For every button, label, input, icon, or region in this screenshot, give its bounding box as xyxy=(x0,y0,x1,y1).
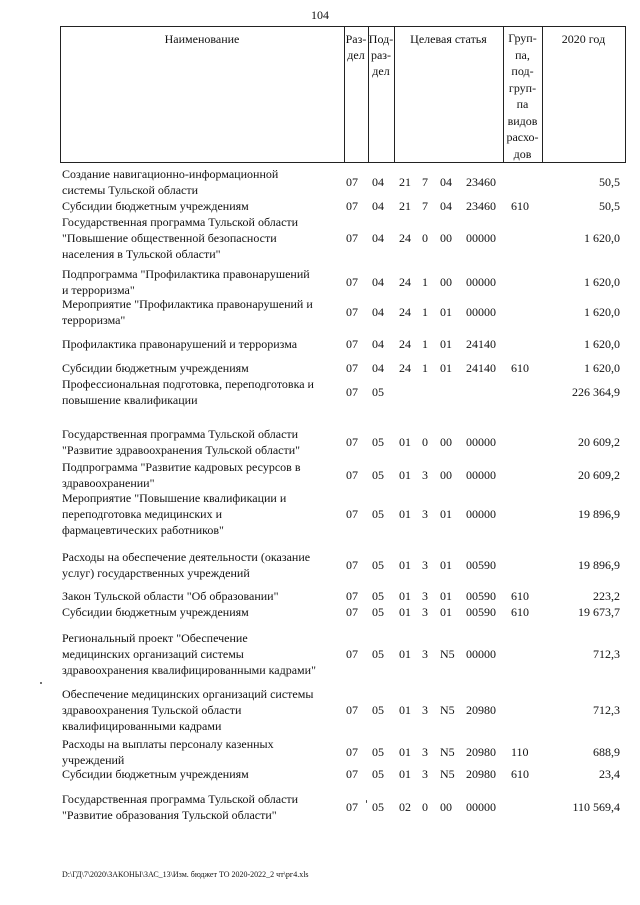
row-cs2: 3 xyxy=(422,605,428,619)
row-name xyxy=(62,376,344,408)
row-name xyxy=(62,426,344,458)
row-vr: 610 xyxy=(511,589,529,603)
row-name-line: населения в Тульской области" xyxy=(62,247,221,261)
row-cs3: 00 xyxy=(440,435,452,449)
row-cs3: N5 xyxy=(440,647,455,661)
row-name-line: Профилактика правонарушений и терроризма xyxy=(62,337,298,351)
row-pr: 05 xyxy=(372,745,384,759)
row-cs1: 24 xyxy=(399,275,411,289)
row-amount: 1 620,0 xyxy=(584,305,620,319)
row-name xyxy=(62,630,344,678)
row-cs1: 21 xyxy=(399,175,411,189)
row-name-line: Закон Тульской области "Об образовании" xyxy=(62,589,279,603)
header-subsection-line: дел xyxy=(372,64,390,78)
row-pr: 05 xyxy=(372,558,384,572)
row-name xyxy=(62,686,344,734)
row-cs2: 3 xyxy=(422,703,428,717)
row-cs1: 01 xyxy=(399,468,411,482)
row-rz: 07 xyxy=(346,231,358,245)
row-cs3: 00 xyxy=(440,275,452,289)
row-name-line: услуг) государственных учреждений xyxy=(62,566,250,580)
header-section xyxy=(344,31,368,63)
row-cs3: 00 xyxy=(440,800,452,814)
row-pr: 05 xyxy=(372,800,384,814)
row-amount: 1 620,0 xyxy=(584,275,620,289)
row-name-line: Расходы на обеспечение деятельности (оказание xyxy=(62,550,311,564)
page-number: 104 xyxy=(311,8,329,22)
row-pr: 05 xyxy=(372,507,384,521)
row-rz: 07 xyxy=(346,703,358,717)
row-rz: 07 xyxy=(346,647,358,661)
row-name-line: Государственная программа Тульской области xyxy=(62,215,299,229)
header-divider xyxy=(625,26,626,163)
row-cs1: 01 xyxy=(399,703,411,717)
row-cs2: 3 xyxy=(422,745,428,759)
row-cs1: 01 xyxy=(399,745,411,759)
row-name xyxy=(62,166,344,198)
row-name-line: здравоохранения Тульской области xyxy=(62,703,242,717)
header-subsection xyxy=(368,31,394,79)
row-vr: 610 xyxy=(511,767,529,781)
row-rz: 07 xyxy=(346,468,358,482)
row-rz: 07 xyxy=(346,175,358,189)
row-name-line: Субсидии бюджетным учреждениям xyxy=(62,767,249,781)
row-vr: 610 xyxy=(511,199,529,213)
header-group-line: под- xyxy=(511,64,534,78)
row-name xyxy=(62,791,344,823)
row-cs4: 00000 xyxy=(466,231,496,245)
row-pr: 05 xyxy=(372,589,384,603)
row-cs4: 24140 xyxy=(466,361,496,375)
row-rz: 07 xyxy=(346,385,358,399)
row-cs3: N5 xyxy=(440,767,455,781)
row-cs1: 24 xyxy=(399,231,411,245)
row-cs3: 01 xyxy=(440,305,452,319)
row-name-line: Региональный проект "Обеспечение xyxy=(62,631,248,645)
row-cs2: 3 xyxy=(422,507,428,521)
row-amount: 1 620,0 xyxy=(584,337,620,351)
row-rz: 07 xyxy=(346,337,358,351)
row-cs3: 01 xyxy=(440,558,452,572)
row-cs4: 00000 xyxy=(466,647,496,661)
row-amount: 712,3 xyxy=(593,647,620,661)
row-cs4: 00590 xyxy=(466,589,496,603)
row-amount: 110 569,4 xyxy=(572,800,620,814)
row-pr: 04 xyxy=(372,305,384,319)
row-pr: 04 xyxy=(372,175,384,189)
row-cs3: 01 xyxy=(440,605,452,619)
row-cs4: 20980 xyxy=(466,745,496,759)
row-name xyxy=(62,214,344,262)
row-name-line: Подпрограмма "Развитие кадровых ресурсов в xyxy=(62,460,301,474)
row-cs3: 00 xyxy=(440,231,452,245)
row-name-line: фармацевтических работников" xyxy=(62,523,224,537)
row-cs2: 0 xyxy=(422,435,428,449)
row-cs4: 20980 xyxy=(466,703,496,717)
row-cs4: 00590 xyxy=(466,558,496,572)
row-cs2: 3 xyxy=(422,468,428,482)
row-cs4: 24140 xyxy=(466,337,496,351)
row-cs4: 00590 xyxy=(466,605,496,619)
row-amount: 50,5 xyxy=(599,199,620,213)
row-cs3: 01 xyxy=(440,589,452,603)
row-amount: 50,5 xyxy=(599,175,620,189)
header-group-line: видов xyxy=(507,113,538,128)
row-pr: 05 xyxy=(372,767,384,781)
row-name xyxy=(62,336,344,352)
row-name xyxy=(62,736,344,768)
row-name-line: "Развитие образования Тульской области" xyxy=(62,808,277,822)
row-cs4: 00000 xyxy=(466,507,496,521)
row-cs1: 01 xyxy=(399,435,411,449)
file-path-footer: D:\ГД\7\2020\ЗАКОНЫ\ЗАС_13\Изм. бюджет ТО 2020-2022_2 чт\рг4.xls xyxy=(62,870,309,879)
row-name-line: повышение квалификации xyxy=(62,393,198,407)
row-cs3: 00 xyxy=(440,468,452,482)
row-vr: 110 xyxy=(511,745,529,759)
row-cs4: 00000 xyxy=(466,468,496,482)
header-group-line: па xyxy=(516,97,529,111)
header-year: 2020 год xyxy=(561,32,606,46)
row-pr: 04 xyxy=(372,361,384,375)
row-cs3: 01 xyxy=(440,507,452,521)
row-amount: 19 673,7 xyxy=(578,605,620,619)
row-rz: 07 xyxy=(346,361,358,375)
row-name-line: системы Тульской области xyxy=(62,183,199,197)
header-group-line: расхо- xyxy=(506,130,539,144)
row-name xyxy=(62,296,344,328)
row-cs1: 01 xyxy=(399,605,411,619)
header-group-line: Груп- xyxy=(508,31,537,45)
row-amount: 19 896,9 xyxy=(578,558,620,572)
row-name-line: здравоохранения квалифицированными кадрами" xyxy=(62,663,316,677)
row-rz: 07 xyxy=(346,199,358,213)
scan-speck xyxy=(366,800,367,803)
row-name-line: квалифицированными кадрами xyxy=(62,719,222,733)
row-name-line: Создание навигационно-информационной xyxy=(62,167,279,181)
row-pr: 05 xyxy=(372,385,384,399)
row-name xyxy=(62,360,344,376)
row-cs3: 01 xyxy=(440,337,452,351)
row-cs2: 1 xyxy=(422,337,428,351)
row-cs4: 20980 xyxy=(466,767,496,781)
row-amount: 688,9 xyxy=(593,745,620,759)
row-pr: 05 xyxy=(372,703,384,717)
row-pr: 05 xyxy=(372,605,384,619)
row-cs2: 1 xyxy=(422,361,428,375)
row-name-line: учреждений xyxy=(62,753,125,767)
row-cs1: 24 xyxy=(399,361,411,375)
row-cs2: 0 xyxy=(422,800,428,814)
row-cs3: 04 xyxy=(440,199,452,213)
row-cs1: 01 xyxy=(399,647,411,661)
header-group-line: дов xyxy=(513,146,532,161)
row-rz: 07 xyxy=(346,275,358,289)
row-cs2: 1 xyxy=(422,275,428,289)
row-name-line: Государственная программа Тульской области xyxy=(62,427,299,441)
row-name-line: и терроризма" xyxy=(62,283,135,297)
row-rz: 07 xyxy=(346,558,358,572)
row-name xyxy=(62,588,344,604)
row-cs3: 01 xyxy=(440,361,452,375)
row-name xyxy=(62,198,344,214)
row-cs4: 00000 xyxy=(466,275,496,289)
row-pr: 05 xyxy=(372,647,384,661)
row-rz: 07 xyxy=(346,745,358,759)
row-cs4: 23460 xyxy=(466,175,496,189)
header-group-line: груп- xyxy=(508,80,537,95)
row-name-line: медицинских организаций системы xyxy=(62,647,244,661)
row-rz: 07 xyxy=(346,800,358,814)
row-name xyxy=(62,266,344,298)
row-cs2: 7 xyxy=(422,175,428,189)
header-section-line: Раз- xyxy=(345,32,367,46)
row-rz: 07 xyxy=(346,605,358,619)
row-cs1: 01 xyxy=(399,558,411,572)
row-name-line: Государственная программа Тульской области xyxy=(62,792,299,806)
row-pr: 04 xyxy=(372,231,384,245)
row-cs2: 7 xyxy=(422,199,428,213)
row-amount: 223,2 xyxy=(593,589,620,603)
row-pr: 05 xyxy=(372,468,384,482)
row-cs2: 3 xyxy=(422,767,428,781)
row-name-line: переподготовка медицинских и xyxy=(62,507,223,521)
row-name-line: здравоохранении" xyxy=(62,476,155,490)
row-cs3: 04 xyxy=(440,175,452,189)
row-rz: 07 xyxy=(346,589,358,603)
row-rz: 07 xyxy=(346,507,358,521)
row-name-line: Подпрограмма "Профилактика правонарушений xyxy=(62,267,310,281)
row-name xyxy=(62,766,344,782)
row-cs4: 00000 xyxy=(466,305,496,319)
header-subsection-line: раз- xyxy=(370,48,392,62)
row-cs1: 01 xyxy=(399,767,411,781)
header-subsection-line: Под- xyxy=(368,32,394,46)
row-cs3: N5 xyxy=(440,745,455,759)
row-amount: 712,3 xyxy=(593,703,620,717)
header-group-line: па, xyxy=(515,47,530,62)
row-amount: 23,4 xyxy=(599,767,620,781)
row-pr: 04 xyxy=(372,337,384,351)
row-name-line: Субсидии бюджетным учреждениям xyxy=(62,361,249,375)
row-cs3: N5 xyxy=(440,703,455,717)
row-amount: 20 609,2 xyxy=(578,468,620,482)
row-rz: 07 xyxy=(346,767,358,781)
row-cs1: 01 xyxy=(399,507,411,521)
row-cs4: 00000 xyxy=(466,800,496,814)
row-name-line: Обеспечение медицинских организаций системы xyxy=(62,687,314,701)
row-name-line: Субсидии бюджетным учреждениям xyxy=(62,605,249,619)
row-name xyxy=(62,459,344,491)
header-target-article: Целевая статья xyxy=(410,32,487,46)
row-vr: 610 xyxy=(511,361,529,375)
row-cs4: 00000 xyxy=(466,435,496,449)
row-name xyxy=(62,549,344,581)
row-amount: 1 620,0 xyxy=(584,231,620,245)
row-cs1: 24 xyxy=(399,337,411,351)
row-cs2: 3 xyxy=(422,647,428,661)
row-cs2: 0 xyxy=(422,231,428,245)
row-cs1: 24 xyxy=(399,305,411,319)
scan-speck xyxy=(40,682,42,684)
header-section-line: дел xyxy=(347,48,365,62)
row-amount: 1 620,0 xyxy=(584,361,620,375)
row-name-line: Расходы на выплаты персоналу казенных xyxy=(62,737,274,751)
row-name-line: Мероприятие "Повышение квалификации и xyxy=(62,491,287,505)
header-expense-group xyxy=(503,30,542,162)
header-name: Наименование xyxy=(164,32,240,46)
row-cs1: 02 xyxy=(399,800,411,814)
row-amount: 20 609,2 xyxy=(578,435,620,449)
row-cs2: 3 xyxy=(422,558,428,572)
row-name-line: терроризма" xyxy=(62,313,126,327)
row-name-line: Мероприятие "Профилактика правонарушений и xyxy=(62,297,313,311)
row-rz: 07 xyxy=(346,435,358,449)
row-rz: 07 xyxy=(346,305,358,319)
row-name-line: "Развитие здравоохранения Тульской области" xyxy=(62,443,301,457)
row-name xyxy=(62,490,344,538)
row-cs4: 23460 xyxy=(466,199,496,213)
row-name-line: Субсидии бюджетным учреждениям xyxy=(62,199,249,213)
row-pr: 04 xyxy=(372,275,384,289)
row-name-line: "Повышение общественной безопасности xyxy=(62,231,277,245)
row-pr: 05 xyxy=(372,435,384,449)
row-vr: 610 xyxy=(511,605,529,619)
row-cs2: 1 xyxy=(422,305,428,319)
row-name-line: Профессиональная подготовка, переподготовка и xyxy=(62,377,314,391)
row-cs2: 3 xyxy=(422,589,428,603)
row-cs1: 01 xyxy=(399,589,411,603)
row-name xyxy=(62,604,344,620)
row-cs1: 21 xyxy=(399,199,411,213)
row-amount: 226 364,9 xyxy=(572,385,620,399)
row-pr: 04 xyxy=(372,199,384,213)
row-amount: 19 896,9 xyxy=(578,507,620,521)
